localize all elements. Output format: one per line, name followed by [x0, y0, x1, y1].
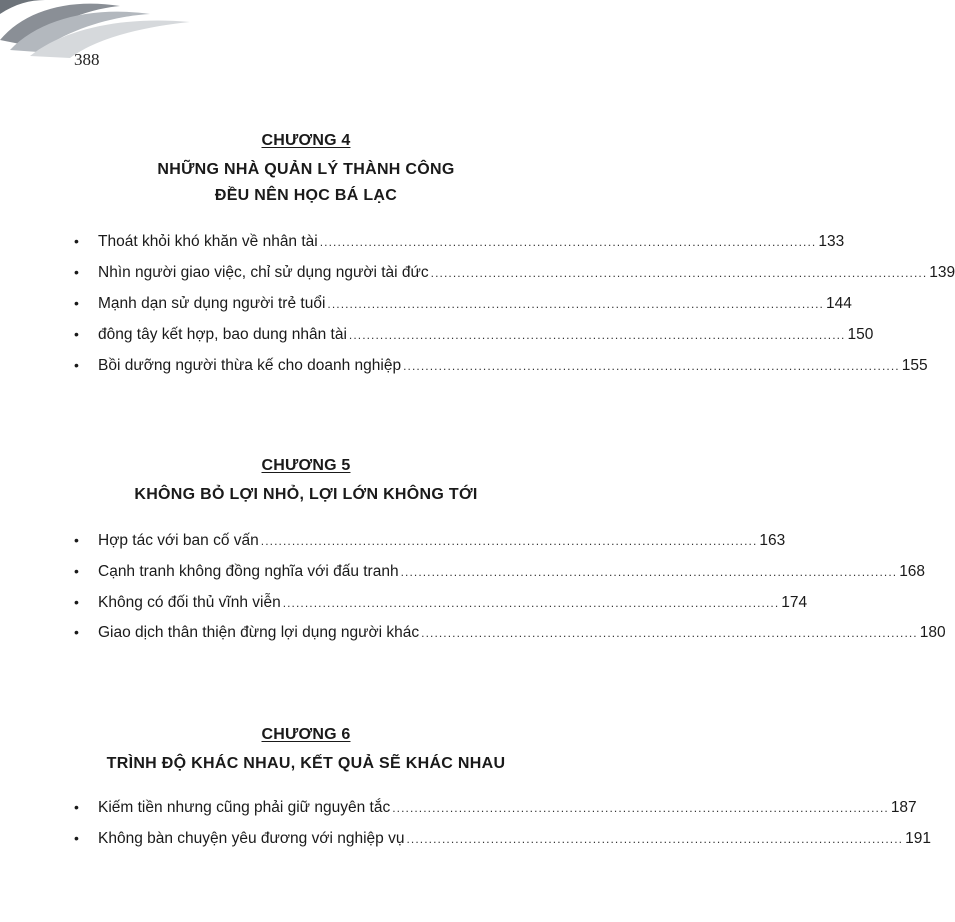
bullet-icon: •: [74, 624, 79, 640]
dot-leader: ................................................................................................................: [430, 266, 928, 280]
chapter-label: CHƯƠNG 4: [261, 132, 351, 149]
chapter-title-line: ĐỀU NÊN HỌC BÁ LẠC: [214, 187, 398, 204]
toc-entry-page: 133: [818, 233, 845, 250]
toc-entry[interactable]: [74, 594, 808, 616]
bullet-icon: •: [74, 563, 79, 579]
bullet-icon: •: [74, 594, 79, 610]
chapter-title: [0, 482, 612, 508]
dot-leader: ................................................................................................................: [260, 534, 758, 548]
chapter-title-line: NHỮNG NHÀ QUẢN LÝ THÀNH CÔNG: [157, 161, 455, 178]
toc-entry-page: 174: [781, 594, 808, 611]
toc-entry-title: Không bàn chuyện yêu đương với nghiệp vụ: [98, 830, 405, 847]
bullet-icon: •: [74, 357, 79, 373]
toc-entry-title: Giao dịch thân thiện đừng lợi dụng người khác: [98, 624, 420, 641]
dot-leader: ................................................................................................................: [400, 565, 898, 579]
bullet-icon: •: [74, 264, 79, 280]
toc-entry[interactable]: [74, 799, 917, 821]
dot-leader: ................................................................................................................: [392, 801, 889, 815]
chapter-label: CHƯƠNG 6: [261, 726, 351, 743]
toc-entry[interactable]: [74, 326, 874, 348]
dot-leader: ................................................................................................................: [403, 359, 900, 373]
toc-entry-page: 139: [929, 264, 955, 281]
bullet-icon: •: [74, 532, 79, 548]
decorative-swoosh-graphic: [0, 0, 210, 60]
toc-entry-page: 155: [901, 357, 928, 374]
toc-entry-page: 191: [905, 830, 931, 847]
toc-entry-title: Bồi dưỡng người thừa kế cho doanh nghiệp: [98, 357, 402, 374]
chapter-label: CHƯƠNG 5: [261, 457, 351, 474]
toc-entry-page: 180: [919, 624, 946, 641]
chapter-5-heading: [0, 457, 612, 508]
toc-entry-page: 150: [847, 326, 874, 343]
toc-entry[interactable]: [74, 532, 786, 554]
toc-entry[interactable]: [74, 357, 928, 379]
chapter-title: [0, 157, 612, 209]
toc-entry[interactable]: [74, 563, 926, 585]
toc-entry-title: Thoát khỏi khó khăn về nhân tài: [98, 233, 318, 250]
toc-entry[interactable]: [74, 233, 845, 255]
toc-entry-page: 168: [899, 563, 926, 580]
bullet-icon: •: [74, 295, 79, 311]
toc-entry-page: 187: [890, 799, 917, 816]
bullet-icon: •: [74, 326, 79, 342]
toc-entry-title: Kiếm tiền nhưng cũng phải giữ nguyên tắc: [98, 799, 391, 816]
toc-entry[interactable]: [74, 295, 852, 317]
toc-entry-page: 163: [759, 532, 786, 549]
dot-leader: ................................................................................................................: [327, 297, 824, 311]
chapter-title-line: KHÔNG BỎ LỢI NHỎ, LỢI LỚN KHÔNG TỚI: [134, 486, 478, 503]
dot-leader: ................................................................................................................: [406, 832, 904, 846]
toc-entry-title: Nhìn người giao việc, chỉ sử dụng người tài đức: [98, 264, 429, 281]
bullet-icon: •: [74, 799, 79, 815]
toc-entry[interactable]: [74, 830, 931, 852]
dot-leader: ................................................................................................................: [319, 235, 817, 249]
toc-entry-title: Cạnh tranh không đồng nghĩa với đấu tranh: [98, 563, 399, 580]
bullet-icon: •: [74, 830, 79, 846]
dot-leader: ................................................................................................................: [421, 626, 918, 640]
toc-entry-title: Mạnh dạn sử dụng người trẻ tuổi: [98, 295, 326, 312]
toc-entry-title: Hợp tác với ban cố vấn: [98, 532, 259, 549]
page-number: 388: [74, 50, 100, 69]
chapter-title: [0, 751, 612, 777]
bullet-icon: •: [74, 233, 79, 249]
dot-leader: ................................................................................................................: [348, 328, 846, 342]
toc-entry-title: đông tây kết hợp, bao dung nhân tài: [98, 326, 347, 343]
chapter-title-line: TRÌNH ĐỘ KHÁC NHAU, KẾT QUẢ SẼ KHÁC NHAU: [106, 755, 506, 772]
toc-entry[interactable]: [74, 624, 946, 646]
dot-leader: ................................................................................................................: [282, 596, 780, 610]
chapter-4-heading: [0, 132, 612, 209]
chapter-6-heading: [0, 726, 612, 777]
toc-entry[interactable]: [74, 264, 955, 286]
toc-entry-page: 144: [826, 295, 852, 312]
toc-entry-title: Không có đối thủ vĩnh viễn: [98, 594, 281, 611]
